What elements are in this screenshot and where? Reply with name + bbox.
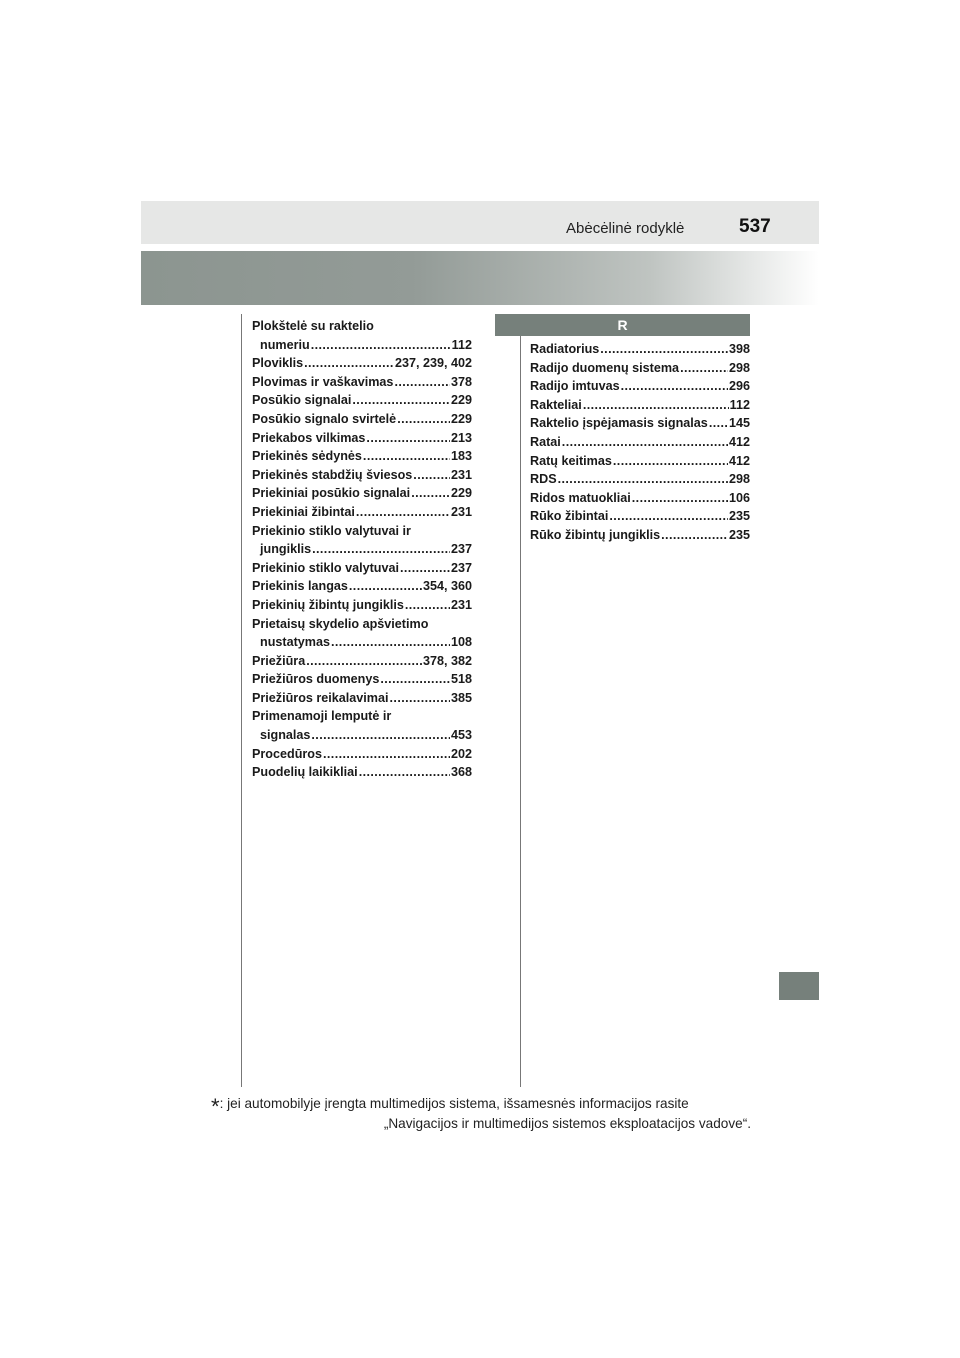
index-term: numeriu [260, 337, 310, 352]
index-entry [252, 429, 472, 448]
index-term: Priežiūros duomenys [252, 672, 380, 687]
page-reference[interactable]: 412 [728, 453, 750, 468]
dot-leader [323, 745, 450, 764]
page-reference[interactable]: 231 [450, 597, 472, 612]
index-term: Priežiūra [252, 653, 306, 668]
dot-leader [394, 373, 450, 392]
dot-leader [558, 470, 728, 489]
index-term: Ploviklis [252, 356, 304, 371]
dot-leader [363, 447, 450, 466]
decorative-band [141, 251, 819, 305]
page-reference[interactable]: 213 [450, 430, 472, 445]
index-entry [530, 414, 750, 433]
index-term: Priekinių žibintų jungiklis [252, 597, 404, 612]
index-entry [252, 540, 472, 559]
footnote-line-2: „Navigacijos ir multimedijos sistemos eksploatacijos vadove“. [383, 1116, 751, 1131]
header-bar [141, 201, 819, 244]
page-reference[interactable]: 108 [450, 635, 472, 650]
dot-leader [613, 452, 728, 471]
index-entry [252, 763, 472, 782]
index-entry [252, 354, 472, 373]
dot-leader [331, 633, 450, 652]
dot-leader [661, 526, 728, 545]
dot-leader [380, 670, 450, 689]
index-term: Procedūros [252, 746, 322, 761]
index-entry [252, 689, 472, 708]
page-reference[interactable]: 231 [450, 467, 472, 482]
index-term: Radijo duomenų sistema [530, 360, 680, 375]
index-entry [530, 359, 750, 378]
page-reference[interactable]: 298 [728, 472, 750, 487]
dot-leader [352, 391, 450, 410]
index-term: nustatymas [260, 635, 330, 650]
index-term: Ridos matuokliai [530, 490, 631, 505]
index-entry [252, 596, 472, 615]
dot-leader [411, 484, 450, 503]
dot-leader [397, 410, 450, 429]
page-reference[interactable]: 354, 360 [422, 579, 472, 594]
page-reference[interactable]: 518 [450, 672, 472, 687]
page-reference[interactable]: 368 [450, 765, 472, 780]
dot-leader [680, 359, 728, 378]
index-entry-heading: Priekinio stiklo valytuvai ir [252, 523, 411, 538]
page-reference[interactable]: 229 [450, 393, 472, 408]
index-entry [252, 577, 472, 596]
page-reference[interactable]: 112 [451, 337, 472, 352]
page-reference[interactable]: 229 [450, 486, 472, 501]
dot-leader [306, 652, 422, 671]
index-term: Rūko žibintai [530, 509, 609, 524]
index-entry [252, 466, 472, 485]
index-entry [530, 433, 750, 452]
index-entry-heading: Primenamoji lemputė ir [252, 709, 392, 724]
dot-leader [356, 503, 450, 522]
index-term: Rakteliai [530, 397, 582, 412]
page-reference[interactable]: 231 [450, 504, 472, 519]
index-entry [252, 447, 472, 466]
page-reference[interactable]: 398 [728, 342, 750, 356]
index-term: Radijo imtuvas [530, 379, 620, 394]
index-term: Priekinio stiklo valytuvai [252, 560, 399, 575]
index-entry [530, 396, 750, 415]
index-entry [252, 410, 472, 429]
dot-leader [600, 340, 728, 359]
index-term: Priekinis langas [252, 579, 348, 594]
page-reference[interactable]: 453 [450, 728, 472, 743]
index-entry [252, 373, 472, 392]
dot-leader [390, 689, 450, 708]
index-entry [530, 507, 750, 526]
index-term: Radiatorius [530, 342, 600, 356]
dot-leader [632, 489, 728, 508]
page-reference[interactable]: 183 [450, 449, 472, 464]
column-rule-right [520, 314, 521, 1087]
index-entry [530, 452, 750, 471]
index-term: Ratai [530, 434, 561, 449]
dot-leader [709, 414, 728, 433]
index-term: Puodelių laikikliai [252, 765, 358, 780]
index-term: Priekabos vilkimas [252, 430, 366, 445]
page-reference[interactable]: 112 [729, 397, 750, 412]
page-reference[interactable]: 235 [728, 527, 750, 542]
page-reference[interactable]: 378, 382 [422, 653, 472, 668]
index-entry [252, 484, 472, 503]
index-term: Posūkio signalai [252, 393, 352, 408]
index-term: Priekiniai žibintai [252, 504, 355, 519]
index-entry [252, 633, 472, 652]
dot-leader [312, 540, 450, 559]
page-reference[interactable]: 378 [450, 374, 472, 389]
dot-leader [349, 577, 422, 596]
dot-leader [304, 354, 394, 373]
page-reference[interactable]: 237 [450, 560, 472, 575]
dot-leader [405, 596, 450, 615]
dot-leader [311, 336, 451, 355]
page-reference[interactable]: 385 [450, 690, 472, 705]
page-reference[interactable]: 145 [728, 416, 750, 431]
index-entry [530, 340, 750, 359]
page-reference[interactable]: 412 [728, 434, 750, 449]
dot-leader [400, 559, 450, 578]
index-entry [530, 377, 750, 396]
dot-leader [562, 433, 728, 452]
index-entry [252, 652, 472, 671]
index-term: Priekinės sėdynės [252, 449, 362, 464]
footnote-line-1: : jei automobilyje įrengta multimedijos sistema, išsamesnės informacijos rasite [219, 1096, 689, 1111]
index-column-right [530, 340, 750, 545]
index-entry [530, 489, 750, 508]
index-term: Priekinės stabdžių šviesos [252, 467, 413, 482]
index-entry [252, 503, 472, 522]
footnote-marker: * [211, 1094, 220, 1119]
dot-leader [366, 429, 450, 448]
index-entry [252, 391, 472, 410]
page-reference[interactable]: 298 [728, 360, 750, 375]
index-term: Plovimas ir vaškavimas [252, 374, 394, 389]
page-reference[interactable]: 237, 239, 402 [394, 356, 472, 371]
page-reference[interactable]: 202 [450, 746, 472, 761]
section-title: Abėcėlinė rodyklė [566, 220, 685, 237]
index-entry [530, 526, 750, 545]
index-term: RDS [530, 472, 557, 487]
index-entry [252, 336, 472, 355]
dot-leader [413, 466, 450, 485]
dot-leader [583, 396, 729, 415]
index-term: Priekiniai posūkio signalai [252, 486, 411, 501]
index-term: signalas [260, 728, 311, 743]
index-term: Posūkio signalo svirtelė [252, 411, 397, 426]
dot-leader [609, 507, 728, 526]
page-reference[interactable]: 237 [450, 542, 472, 557]
dot-leader [359, 763, 450, 782]
index-term: Rūko žibintų jungiklis [530, 527, 661, 542]
index-entry-heading: Prietaisų skydelio apšvietimo [252, 616, 429, 631]
index-term: Ratų keitimas [530, 453, 612, 468]
page-reference[interactable]: 296 [728, 379, 750, 394]
dot-leader [621, 377, 728, 396]
page-reference[interactable]: 106 [728, 490, 750, 505]
index-column-left [252, 317, 472, 782]
index-entry [252, 726, 472, 745]
footnote [211, 1094, 751, 1134]
page-number: 537 [739, 216, 771, 237]
chapter-thumb-tab [779, 972, 819, 1000]
index-entry [252, 670, 472, 689]
index-entry-heading: Plokštelė su raktelio [252, 319, 374, 333]
index-entry [530, 470, 750, 489]
index-term: Priežiūros reikalavimai [252, 690, 389, 705]
letter-header-r: R [495, 314, 750, 336]
index-entry [252, 559, 472, 578]
index-term: jungiklis [260, 542, 312, 557]
dot-leader [311, 726, 450, 745]
index-entry [252, 745, 472, 764]
index-term: Raktelio įspėjamasis signalas [530, 416, 708, 431]
column-rule-left [241, 314, 242, 1087]
page-reference[interactable]: 229 [450, 411, 472, 426]
page-reference[interactable]: 235 [728, 509, 750, 524]
